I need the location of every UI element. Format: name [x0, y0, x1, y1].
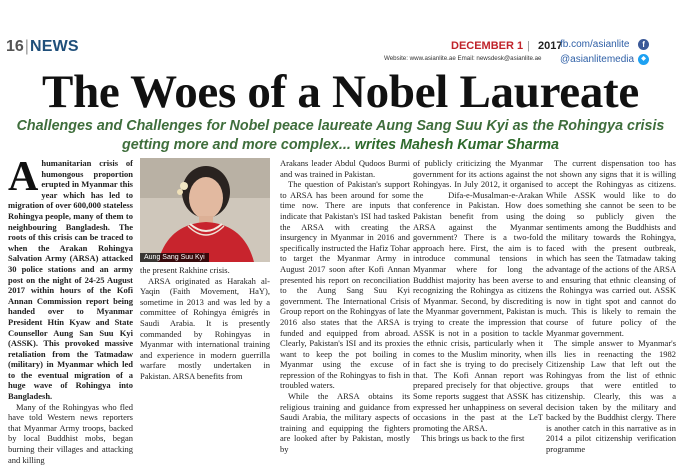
body-paragraph: The current dispensation too has not shown any signs that it is willing to accept the Rohingyas as citizens. While ASSK would like to do something she cannot be seen to be doing so publicly given the sentiments among the Buddhists and the military towards the Rohingya, faced with the present outbreak, which has seen the Tatmadaw taking advantage of the actions of the ARSA and ensuring that ethnic cleansing of the Rohingya was carried out. ASSK is now in tight spot and cannot do much. This is likely to remain the course of future policy of the Myanmar government.: [546, 158, 676, 338]
byline: writes Mahesh Kumar Sharma: [354, 137, 559, 153]
body-paragraph: Many of the Rohingyas who fled have told Western news reporters that Myanmar Army troops, backed by local Buddhist mobs, began burning their villages and attacking and killing: [8, 401, 133, 465]
article-deck: [0, 117, 681, 155]
article-column-1: [8, 154, 133, 465]
body-paragraph: of publicly criticizing the Myanmar government for its actions against the Rohingyas. In July 2012, it organised the Difa-e-Musalman-e-Arakan conference in Pakistan. How does Pakistan benefit from using the ARSA against the Myanmar government? There is a two-fold approach here. First, the aim is to introduce communal tensions in Myanmar where for long the Buddhist majority has been averse to recognizing the Rohingya as citizens of Myanmar. Second, by discrediting the Myanmar government, Pakistan is trying to create the impression that ASSK is not in a position to tackle the ethnic crisis, particularly when it comes to the Muslim minority, when in fact she is trying to do precisely that. The Kofi Annan report was prepared precisely for that objective. Some reports suggest that ASSK has expressed her unhappiness on several occasions in the past at the LeT promoting the ARSA.: [413, 158, 543, 433]
section-label: 16|NEWS: [6, 38, 79, 55]
section-name: NEWS: [29, 38, 79, 55]
issue-date: DECEMBER 1 | 2017: [451, 40, 563, 52]
page-header: [0, 0, 681, 66]
body-paragraph: the present Rakhine crisis.: [140, 265, 230, 275]
body-paragraph: The question of Pakistan's support to ARSA has been around for some time now. There are inputs that indicate that Pakistan's ISI had tasked the ARSA with creating the insurgency in Myanmar in 2016 and specifically instructed the Hafiz Tohar to target the Myanmar Army in August 2017 soon after Kofi Annan presented his report on reconciliation to the Aung Sang Suu Kyi government. The International Crisis Group report on the Rohingyas of late 2016 also states that the ARSA is funded and equipped from abroad. Clearly, Pakistan's ISI and its proxies want to keep the pot boiling in Myanmar using the excuse of repression of the Rohingyas to fish in troubled waters.: [280, 179, 411, 391]
body-paragraph: The simple answer to Myanmar's ills lies in reenacting the 1982 Citizenship Law that left out the Rohingyas from the list of ethnic groups that were entitled to citizenship. Clearly, this was a decision taken by the military and backed by the Buddhist clergy. There is another catch in this narrative as in 2014 a pilot citizenship verification programme: [546, 338, 676, 455]
body-paragraph: While the ARSA obtains its religious training and guidance from Saudi Arabia, the military aspects of training and equipping the fighters are looked after by Pakistan, mostly by: [280, 391, 410, 455]
twitter-link[interactable]: @asianlitemedia: [560, 54, 635, 65]
article-column-2: [140, 265, 270, 400]
article-column-5: [546, 158, 676, 455]
lead-paragraph: Ahumanitarian crisis of humongous proportion erupted in Myanmar this year which has led to migration of over 600,000 stateless Rohingya people, many of them to neighbouring Bangladesh. The roots of this crisis can be traced to when the Arakan Rohingya Salvation Army (ARSA) attacked 30 police stations and an army post on the night of 24-25 August 2017 within hours of the Kofi Annan Commission report being handed over to Myanmar President Htin Kyaw and State Counsellor Aung San Suu Kyi (ASSK). This provoked massive retaliation from the Tatmadaw (military) in Myanmar which led to the eventual migration of a huge wave of Rohingya into Bangladesh.: [8, 154, 133, 402]
article-column-3: [280, 158, 411, 455]
social-links: [560, 37, 649, 67]
article-photo: [140, 158, 270, 262]
body-paragraph: ARSA originated as Harakah al-Yaqin (Faith Movement, HaY), sometime in 2013 and was led by a committee of Rohingya émigrés in Saudi Arabia. It is presently commanded by Rohingyas in Myanmar with international training and experience in modern guerrilla warfare mostly undertaken in Pakistan. ARSA benefits from: [140, 275, 270, 381]
twitter-icon: ◆: [638, 54, 649, 65]
issue-month: DECEMBER: [451, 40, 514, 52]
deck-text: Challenges and Challenges for Nobel peace laureate Aung Sang Suu Kyi as the Rohingya crisis getting more and more complex...: [16, 118, 665, 153]
body-paragraph: This brings us back to the first: [421, 433, 525, 444]
article-headline: The Woes of a Nobel Laureate: [42, 66, 639, 118]
photo-caption: Aung Sang Suu Kyi: [140, 253, 209, 262]
issue-day: 1: [517, 40, 524, 52]
article-column-4: [413, 158, 543, 444]
contact-line: Website: www.asianlite.ae Email: newsdesk@asianlite.ae: [384, 55, 542, 62]
facebook-link[interactable]: fb.com/asianlite: [560, 39, 630, 50]
portrait-image: [140, 158, 270, 262]
page-number: 16: [6, 38, 24, 55]
drop-cap: A: [8, 154, 39, 200]
facebook-icon: f: [638, 39, 649, 50]
issue-year: 2017: [538, 40, 563, 52]
body-paragraph: Arakans leader Abdul Qudoos Burmi and was trained in Pakistan.: [280, 158, 410, 179]
